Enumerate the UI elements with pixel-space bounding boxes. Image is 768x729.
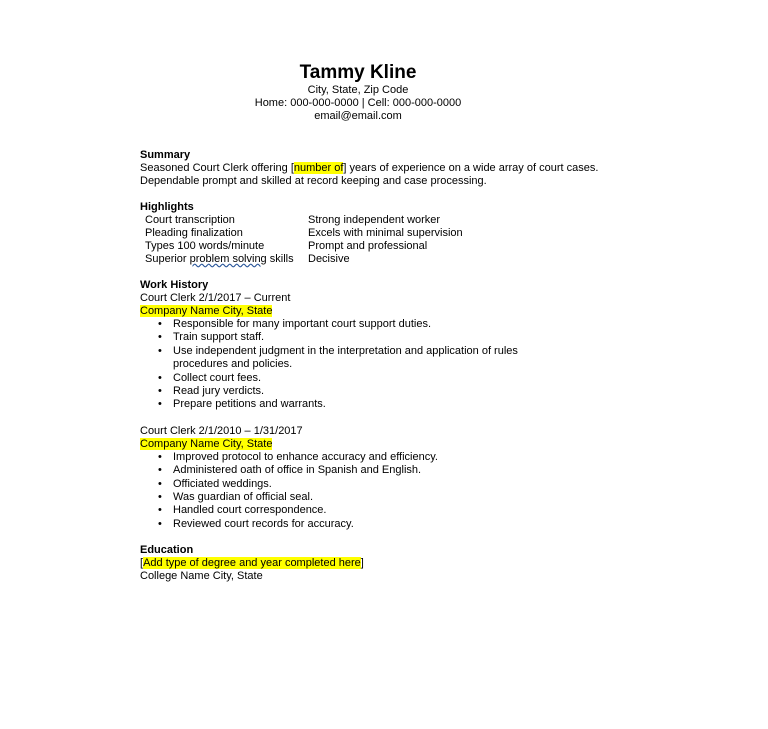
bracket-close: ]	[360, 557, 364, 570]
bullet-icon: •	[158, 318, 162, 330]
bullet-icon: •	[158, 371, 162, 384]
summary-section	[140, 149, 600, 188]
company-placeholder-highlight: Company Name City, State	[140, 305, 273, 317]
job-entry	[140, 292, 600, 412]
highlights-grid	[140, 214, 600, 266]
job-duties-list	[140, 318, 600, 412]
list-item: • Officiated weddings.	[158, 477, 272, 490]
address-line: City, State, Zip Code	[307, 84, 409, 96]
company-placeholder-highlight: Company Name City, State	[140, 437, 273, 450]
list-item: • Was guardian of official seal.	[158, 491, 314, 504]
list-item: • Responsible for many important court support duties.	[158, 318, 432, 330]
list-item: • Train support staff.	[158, 331, 265, 344]
job-role: Court Clerk 2/1/2010 – 1/31/2017	[140, 424, 303, 437]
bullet-icon: •	[158, 385, 162, 398]
list-item: • Reviewed court records for accuracy.	[158, 517, 354, 530]
highlight-item: Types 100 words/minute	[145, 240, 265, 252]
list-item: • Handled court correspondence.	[158, 504, 327, 517]
candidate-name: Tammy Kline	[299, 62, 417, 83]
bullet-icon: •	[158, 504, 162, 517]
bullet-icon: •	[158, 477, 162, 490]
bullet-icon: •	[158, 398, 162, 411]
job-company	[140, 438, 600, 451]
highlight-item: Excels with minimal supervision	[308, 227, 463, 239]
highlights-title: Highlights	[140, 201, 194, 213]
job-company	[140, 305, 600, 318]
list-item: • Read jury verdicts.	[158, 385, 265, 398]
highlight-item: Decisive	[308, 253, 350, 265]
education-title: Education	[140, 544, 194, 557]
highlight-item: Prompt and professional	[308, 240, 428, 252]
degree-placeholder-highlight: Add type of degree and year completed here	[143, 557, 361, 570]
highlight-item: Strong independent worker	[308, 214, 441, 226]
job-role: Court Clerk 2/1/2017 – Current	[140, 292, 291, 304]
education-section	[140, 544, 600, 583]
list-item: • Administered oath of office in Spanish and English.	[158, 464, 422, 477]
bullet-icon: •	[158, 491, 162, 504]
school-line: College Name City, State	[140, 570, 263, 583]
job-entry	[140, 425, 600, 531]
list-item: • Use independent judgment in the interpretation and application of rules procedures and policies.	[158, 344, 518, 371]
highlight-last-post: skills	[266, 253, 294, 265]
bullet-icon: •	[158, 450, 162, 463]
highlight-item	[145, 253, 308, 266]
list-item: • Prepare petitions and warrants.	[158, 398, 326, 411]
degree-line	[140, 557, 600, 570]
highlight-item: Court transcription	[145, 214, 235, 226]
highlight-item: Pleading finalization	[145, 227, 243, 239]
bracket-open: [	[140, 557, 144, 570]
bullet-icon: •	[158, 331, 162, 344]
list-item: • Collect court fees.	[158, 371, 262, 384]
summary-title: Summary	[140, 149, 191, 161]
highlights-section	[140, 201, 600, 266]
bullet-icon: •	[158, 464, 162, 477]
bullet-icon: •	[158, 517, 162, 530]
summary-text-before: Seasoned Court Clerk offering [	[140, 162, 294, 174]
work-history-section	[140, 279, 600, 531]
work-history-title: Work History	[140, 279, 209, 291]
resume-header	[140, 62, 576, 123]
summary-placeholder-highlight: number of	[293, 162, 344, 174]
bullet-icon: •	[158, 344, 162, 357]
list-item: • Improved protocol to enhance accuracy and efficiency.	[158, 450, 438, 463]
job-duties-list	[140, 451, 600, 531]
summary-text-after: ] years of experience on a wide array of court cases. Dependable prompt and skilled at record keeping and case processing.	[140, 162, 599, 187]
phone-line: Home: 000-000-0000 | Cell: 000-000-0000	[254, 97, 462, 109]
spellcheck-underline: problem solving	[189, 253, 267, 265]
resume-body	[140, 149, 600, 583]
email-line: email@email.com	[314, 110, 402, 122]
summary-text	[140, 162, 600, 188]
highlight-last-pre: Superior	[145, 253, 190, 265]
